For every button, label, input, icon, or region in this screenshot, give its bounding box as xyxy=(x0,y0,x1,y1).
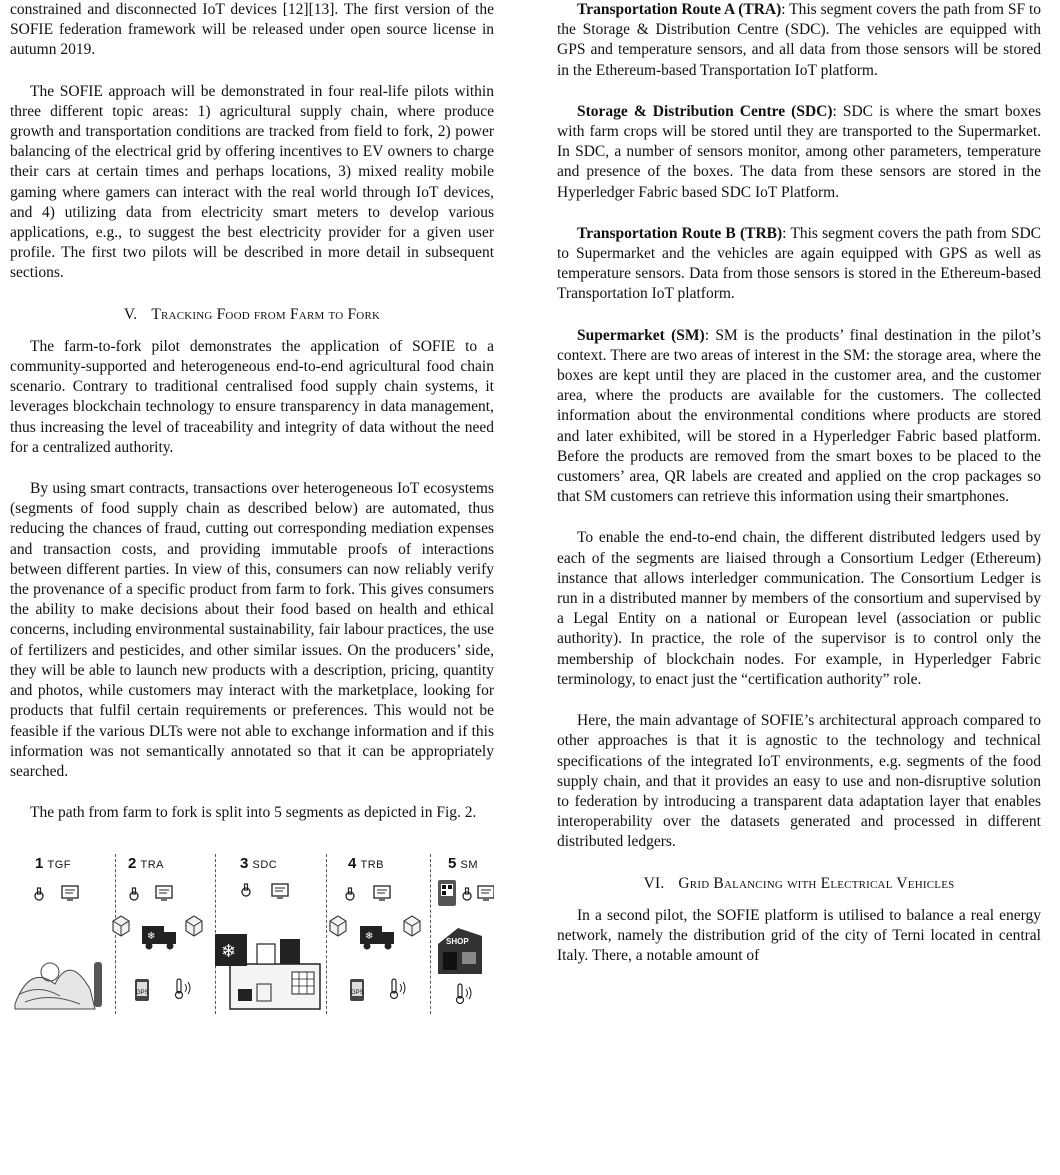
monitor-icon xyxy=(272,884,288,898)
monitor-icon xyxy=(478,886,494,900)
paragraph: The farm-to-fork pilot demonstrates the application of SOFIE to a community-supported and heterogeneous end-to-end agricultural food chain scenario. Contrary to traditional centralised food supply chain systems, it leverages blockchain technology to ensure transparency in data management, thus increasing the level of traceability and integrity of data without the need for a centralized authority. xyxy=(10,337,494,456)
section-title: Grid Balancing with Electrical Vehicles xyxy=(678,874,955,892)
figure-illustration xyxy=(10,844,494,1019)
thermometer-icon xyxy=(457,984,472,1004)
monitor-icon xyxy=(156,886,172,900)
segment-description-sm: Supermarket (SM): SM is the products’ final destination in the pilot’s context. There are two areas of interest in the SM: the storage area, where the boxes are kept until they are placed in the customer area, and the customer area, where the products are available for the customers. The collected information about the environmental conditions where products are stored and later exhibited, will be stored in a Hyperledger Fabric based platform. Before the products are removed from the smart boxes to be placed to the customers’ area, QR labels are created and applied on the crop packages so that SM customers can retrieve this information using their smartphones. xyxy=(557,326,1041,506)
box-icon xyxy=(186,916,202,936)
segment-label-5: 5 SM xyxy=(448,855,479,873)
segment-label-4: 4 TRB xyxy=(348,855,385,873)
section-number: VI. xyxy=(643,874,665,892)
section-title: Tracking Food from Farm to Fork xyxy=(151,305,381,323)
truck-icon xyxy=(360,926,394,950)
sensor-icon xyxy=(242,884,250,896)
segment-description-trb: Transportation Route B (TRB): This segment covers the path from SDC to Supermarket and the vehicles are again equipped with GPS as well as temperature sensors. Data from those sensors is stored in the Ethereum-based Transportation IoT platform. xyxy=(557,224,1042,303)
section-number: V. xyxy=(123,305,138,323)
paragraph: By using smart contracts, transactions over heterogeneous IoT ecosystems (segments of food supply chain as described below) are automated, thus reducing the chances of fraud, cutting out corresponding mediation expenses and transaction costs, and providing immutable proofs of interactions between different parties. In view of this, consumers can now reliably verify the provenance of a specific product from farm to fork. This gives consumers the ability to make decisions about their food based on health and ethical concerns, including environmental sustainability, fair labour practices, the use of fertilizers and pesticides, and other similar issues. On the producers’ side, they will be able to launch new products with a description, pricing, quantity and photos, while customers may interact with the marketplace, looking for products that fulfil certain requirements or preferences. This would not be feasible if the various DLTs were not able to exchange information and if this information was not semantically annotated so that it can be appropriately searched. xyxy=(10,480,494,780)
farm-icon xyxy=(15,962,102,1009)
section-heading-5 xyxy=(10,305,494,325)
figure-2-farm-to-fork-segments xyxy=(10,844,494,1019)
paragraph: Here, the main advantage of SOFIE’s architectural approach compared to other approaches is that it is agnostic to the technology and technical specifications of the integrated IoT environments, e.g. segments of the food supply chain, and that it provides an easy to use and non-disruptive solution to federation by introducing a transparent data adaptation layer that enables interoperability over the datasets generated and processed in different distributed ledgers. xyxy=(557,712,1041,851)
monitor-icon xyxy=(374,886,390,900)
paragraph: To enable the end-to-end chain, the different distributed ledgers used by each of the segments are liaised through a Consortium Ledger (Ethereum) instance that allows interledger communication. The Consortium Ledger is run in a distributed manner by members of the consortium and supervised by a Legal Entity on a national or European level (association or public authority). In practice, the role of the supervisor is to control only the membership of blockchain nodes. For example, in Hyperledger Fabric terminology, to enact just the “certification authority” role. xyxy=(557,529,1041,688)
box-icon xyxy=(330,916,346,936)
paragraph: In a second pilot, the SOFIE platform is utilised to balance a real energy network, namely the distribution grid of the city of Terni located in central Italy. There, a notable amount of xyxy=(557,906,1041,965)
thermometer-icon xyxy=(391,979,406,999)
box-icon xyxy=(113,916,129,936)
qr-phone-icon xyxy=(438,880,456,906)
left-column xyxy=(10,0,494,1019)
thermometer-icon xyxy=(176,979,191,999)
svg-text:❄: ❄ xyxy=(147,931,156,943)
segment-description-sdc: Storage & Distribution Centre (SDC): SDC is where the smart boxes with farm crops will be stored until they are transported to the Supermarket. In SDC, a number of sensors monitor, among other parameters, temperature and presence of the boxes. The data from these sensors are stored in the Hyperledger Fabric based SDC IoT Platform. xyxy=(557,102,1041,201)
sensor-icon xyxy=(346,888,354,900)
sensor-icon xyxy=(130,888,138,900)
truck-icon xyxy=(142,926,176,950)
segment-label-3: 3 SDC xyxy=(240,855,278,873)
gps-phone-icon xyxy=(135,979,149,1001)
segment-description-tra: Transportation Route A (TRA): This segment covers the path from SF to the Storage & Distribution Centre (SDC). The vehicles are equipped with GPS and temperature sensors, and all data from those sensors will be stored in the Ethereum-based Transportation IoT platform. xyxy=(557,1,1041,79)
paragraph: constrained and disconnected IoT devices [12][13]. The first version of the SOFIE federation framework will be released under open source license in autumn 2019. xyxy=(10,1,494,59)
gps-phone-icon xyxy=(350,979,364,1001)
segment-label-2: 2 TRA xyxy=(128,855,165,873)
box-icon xyxy=(404,916,420,936)
gps-label: GPS xyxy=(351,990,364,997)
section-heading-6 xyxy=(557,874,1041,894)
shop-label: SHOP xyxy=(446,937,469,947)
paragraph: The SOFIE approach will be demonstrated in four real-life pilots within three different topic areas: 1) agricultural supply chain, where produce growth and transportation conditions are tracked from field to fork, 2) power balancing of the electrical grid by offering incentives to EV owners to charge their cars at certain times and perhaps locations, 3) mixed reality mobile gaming where gamers can interact with the real world through IoT devices, and 4) utilizing data from electricity smart meters to develop various applications, e.g., to suggest the best electricity provider for a given user profile. The first two pilots will be described in more detail in subsequent sections. xyxy=(10,82,494,282)
gps-label: GPS xyxy=(136,990,149,997)
svg-text:❄: ❄ xyxy=(365,931,374,943)
monitor-icon xyxy=(62,886,78,900)
right-column xyxy=(557,0,1041,987)
shop-icon xyxy=(438,928,482,974)
warehouse-icon xyxy=(215,934,320,1009)
segment-label-1: 1 TGF xyxy=(35,855,72,873)
sensor-icon xyxy=(35,888,43,900)
sensor-icon xyxy=(463,888,471,900)
paragraph: The path from farm to fork is split into 5 segments as depicted in Fig. 2. xyxy=(30,804,477,822)
svg-text:❄: ❄ xyxy=(221,941,237,963)
